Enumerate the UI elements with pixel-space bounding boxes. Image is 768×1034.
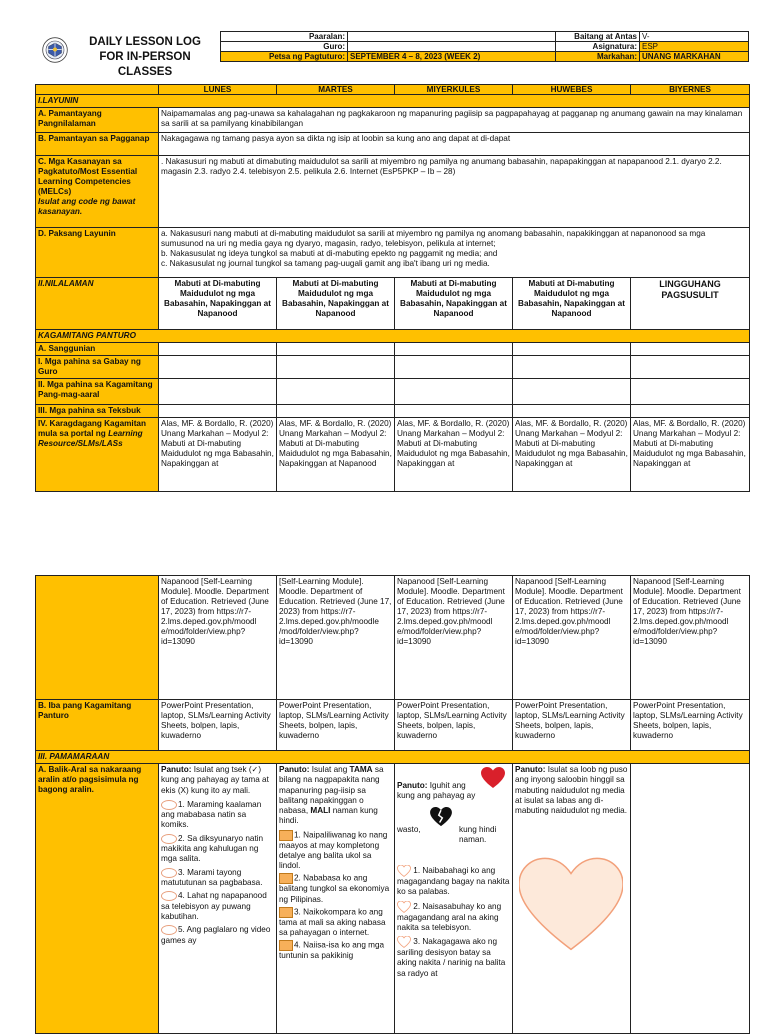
- cell: [277, 356, 395, 379]
- karagdagang-huwebes: Alas, MF. & Bordallo, R. (2020) Unang Markahan – Modyul 2: Mabuti at Di-mabuting Maidudulot ng mga Babasahin, Napakinggan at: [513, 418, 631, 492]
- day-header-huwebes: HUWEBES: [513, 85, 631, 95]
- panuto-label: Panuto:: [279, 765, 310, 774]
- document-header: [35, 31, 748, 78]
- cell: [395, 356, 513, 379]
- list-item: [279, 940, 392, 961]
- cell: [277, 343, 395, 356]
- layunin-item-b: b. Nakasusulat ng ideya tungkol sa mabuti at di-mabuting epekto ng paggamit ng media; and: [161, 249, 498, 258]
- cell: [395, 405, 513, 418]
- broken-heart-icon: [430, 807, 452, 827]
- school-value: [348, 32, 556, 42]
- deped-seal-icon: [42, 37, 68, 63]
- item-text: 4. Naiisa-isa ko ang mga tuntunin sa pakikinig: [279, 940, 385, 961]
- answer-oval-icon: [161, 891, 177, 901]
- row-text-pamantayang-pangnilalaman: Naipamamalas ang pag-unawa sa kahalagahan ng pagkakaroon ng mapanuring pagiisip sa pagpapahayag at pagganap ng anumang gawain na may kinalaman sa sarili at sa pamilyang kinabibilangan: [159, 108, 750, 133]
- layunin-item-a: a. Nakasusuri nang mabuti at di-mabuting maidudulot sa sarili at miyembro ng pamilya ng anomang babasahin, napakikinggan at napanonood sa mga sumusunod na uri ng media gaya ng dyaryo, magasin, radyo, telebisyon, pelikula at internet;: [161, 229, 706, 248]
- document-title: DAILY LESSON LOG FOR IN-PERSON CLASSES: [89, 36, 201, 78]
- answer-box-icon: [279, 873, 293, 884]
- row-label-sanggunian: A. Sanggunian: [36, 343, 159, 356]
- cell: [631, 379, 750, 405]
- grade-value: V-: [640, 32, 749, 42]
- panuto-text: Isulat sa loob ng puso ang inyong saloobin hinggil sa mabuting naidudulot ng media at isulat sa labas ang di-mabuting naidudulot ng media.: [515, 765, 628, 815]
- list-item: [161, 834, 274, 865]
- answer-oval-icon: [161, 800, 177, 810]
- nilalaman-huwebes: Mabuti at Di-mabuting Maidudulot ng mga Babasahin, Napakinggan at Napanood: [513, 278, 631, 330]
- answer-oval-icon: [161, 925, 177, 935]
- karagdagang-cont-martes: [Self-Learning Module]. Moodle. Department of Education. Retrieved (June 17, 2023) from https://r7-2.lms.deped.gov.ph/moodle /mod/folder/view.php? id=13090: [277, 576, 395, 700]
- quarter-value: UNANG MARKAHAN: [640, 52, 749, 62]
- karagdagang-cont-biyernes: Napanood [Self-Learning Module]. Moodle. Department of Education. Retrieved (June 17, 2023) from https://r7-2.lms.deped.gov.ph/moodl e/mod/folder/view.php? id=13090: [631, 576, 750, 700]
- panuto-text: sa bilang na nagpapakita nang mapanuring pag-iisip sa balitang napakinggan o nabasa,: [279, 765, 384, 815]
- row-label-teksbuk: III. Mga pahina sa Teksbuk: [36, 405, 159, 418]
- row-label-gabay: I. Mga pahina sa Gabay ng Guro: [36, 356, 159, 379]
- iba-pang-kagamitan-martes: PowerPoint Presentation, laptop, SLMs/Learning Activity Sheets, bolpen, lapis, kuwaderno: [277, 700, 395, 751]
- list-item: [279, 830, 392, 872]
- corner-cell: [36, 85, 159, 95]
- cell: [631, 356, 750, 379]
- iba-pang-kagamitan-biyernes: PowerPoint Presentation, laptop, SLMs/Learning Activity Sheets, bolpen, lapis, kuwaderno: [631, 700, 750, 751]
- balik-aral-miyerkules: [395, 764, 513, 1034]
- row-text-melcs: . Nakasusuri ng mabuti at dimabuting maidudulot sa sarili at miyembro ng pamilya ng anumang babasahin, napapakinggan at napapanood 2.1. dyaryo 2.2. magasin 2.3. radyo 2.4. telebisyon 2.5. pelikula 2.6. Internet (EsP5PKP – Ib – 28): [159, 156, 750, 228]
- list-item: [397, 865, 510, 898]
- quarter-label: Markahan:: [556, 52, 640, 62]
- item-text: 2. Nababasa ko ang balitang tungkol sa ekonomiya ng Pilipinas.: [279, 873, 390, 904]
- heart-instruction: [397, 765, 510, 825]
- answer-box-icon: [279, 830, 293, 841]
- day-header-miyerkules: MIYERKULES: [395, 85, 513, 95]
- item-text: 3. Marami tayong matututunan sa pagbabasa.: [161, 867, 263, 888]
- cell: [631, 405, 750, 418]
- subject-label: Asignatura:: [556, 42, 640, 52]
- karagdagang-martes: Alas, MF. & Bordallo, R. (2020) Unang Markahan – Modyul 2: Mabuti at Di-mabuting Maidudulot ng mga Babasahin, Napakinggan at Napanood: [277, 418, 395, 492]
- melcs-note: Isulat ang code ng bawat kasanayan.: [38, 197, 136, 216]
- iba-pang-kagamitan-lunes: PowerPoint Presentation, laptop, SLMs/Learning Activity Sheets, bolpen, lapis, kuwaderno: [159, 700, 277, 751]
- row-label-paksang-layunin: D. Paksang Layunin: [36, 228, 159, 278]
- list-item: [397, 936, 510, 979]
- karagdagang-label: IV. Karagdagang Kagamitan mula sa portal ng: [38, 419, 146, 438]
- panuto-label: Panuto:: [397, 781, 428, 790]
- item-text: 1. Maraming kaalaman ang mababasa natin sa komiks.: [161, 799, 262, 830]
- cell: [513, 405, 631, 418]
- school-label: Paaralan:: [221, 32, 348, 42]
- balik-aral-lunes: [159, 764, 277, 1034]
- item-text: 5. Ang paglalaro ng video games ay: [161, 925, 271, 945]
- nilalaman-martes: Mabuti at Di-mabuting Maidudulot ng mga Babasahin, Napakinggan at Napanood: [277, 278, 395, 330]
- panuto-text: Isulat ang: [309, 765, 350, 774]
- nilalaman-miyerkules: Mabuti at Di-mabuting Maidudulot ng mga Babasahin, Napakinggan at Napanood: [395, 278, 513, 330]
- heart-outline-icon: [397, 865, 411, 877]
- item-text: 1. Naibabahagi ko ang magagandang bagay na nakita ko sa palabas.: [397, 866, 510, 897]
- karagdagang-biyernes: Alas, MF. & Bordallo, R. (2020) Unang Markahan – Modyul 2: Mabuti at Di-mabuting Maidudulot ng mga Babasahin, Napakinggan at: [631, 418, 750, 492]
- wasto-word: wasto,: [397, 825, 421, 834]
- instruction-text-2: [397, 825, 510, 851]
- karagdagang-cont-huwebes: Napanood [Self-Learning Module]. Moodle. Department of Education. Retrieved (June 17, 2023) from https://r7-2.lms.deped.gov.ph/moodl e/mod/folder/view.php? id=13090: [513, 576, 631, 700]
- nilalaman-lunes: Mabuti at Di-mabuting Maidudulot ng mga Babasahin, Napakinggan at Napanood: [159, 278, 277, 330]
- instruction-text: [397, 781, 487, 802]
- tama-word: TAMA: [349, 765, 373, 774]
- section-layunin: I.LAYUNIN: [36, 95, 750, 108]
- row-label-melcs: [36, 156, 159, 228]
- list-item: [279, 907, 392, 939]
- nilalaman-biyernes: LINGGUHANG PAGSUSULIT: [631, 278, 750, 330]
- row-label-balik-aral: A. Balik-Aral sa nakaraang aralin at/o pagsisimula ng bagong aralin.: [36, 764, 159, 1034]
- panuto-text: kung ang pahayag ay: [397, 791, 476, 801]
- day-header-lunes: LUNES: [159, 85, 277, 95]
- iba-pang-kagamitan-miyerkules: PowerPoint Presentation, laptop, SLMs/Learning Activity Sheets, bolpen, lapis, kuwaderno: [395, 700, 513, 751]
- cell: [159, 405, 277, 418]
- row-text-paksang-layunin: [159, 228, 750, 278]
- day-header-martes: MARTES: [277, 85, 395, 95]
- lesson-log-table-continued: [35, 575, 750, 1034]
- item-text: 3. Naikokompara ko ang tama at mali sa aking nabasa sa pahayagan o internet.: [279, 907, 386, 937]
- item-text: 4. Lahat ng napapanood sa telebisyon ay puwang kabutihan.: [161, 891, 267, 921]
- section-nilalaman: II.NILALAMAN: [36, 278, 159, 330]
- header-info-table: [220, 31, 749, 62]
- cell: [277, 405, 395, 418]
- kung-hindi-text: kung hindi naman.: [459, 825, 497, 845]
- panuto-text: naman kung hindi.: [279, 806, 378, 826]
- item-text: 1. Naipaliliwanag ko nang maayos at may kompletong detalye ang balita ukol sa lindol.: [279, 830, 388, 870]
- cell: [159, 379, 277, 405]
- item-text: 3. Nakagagawa ako ng sariling desisyon batay sa aking nakita / narinig na balita sa radyo at: [397, 937, 506, 978]
- karagdagang-cont-miyerkules: Napanood [Self-Learning Module]. Moodle. Department of Education. Retrieved (June 17, 2023) from https://r7-2.lms.deped.gov.ph/moodl e/mod/folder/view.php? id=13090: [395, 576, 513, 700]
- item-text: 2. Sa diksyunaryo natin makikita ang kahulugan ng mga salita.: [161, 833, 264, 864]
- row-label-karagdagang-cont: [36, 576, 159, 700]
- cell: [513, 379, 631, 405]
- panuto-text: Iguhit ang: [427, 781, 466, 790]
- list-item: [161, 891, 274, 922]
- answer-oval-icon: [161, 868, 177, 878]
- cell: [159, 343, 277, 356]
- heart-outline-icon: [397, 901, 411, 913]
- row-label-pamantayan-pagganap: B. Pamantayan sa Pagganap: [36, 133, 159, 156]
- answer-box-icon: [279, 907, 293, 918]
- list-item: [397, 901, 510, 934]
- grade-label: Baitang at Antas: [556, 32, 640, 42]
- iba-pang-kagamitan-huwebes: PowerPoint Presentation, laptop, SLMs/Learning Activity Sheets, bolpen, lapis, kuwaderno: [513, 700, 631, 751]
- cell: [159, 356, 277, 379]
- karagdagang-cont-lunes: Napanood [Self-Learning Module]. Moodle. Department of Education. Retrieved (June 17, 2023) from https://r7-2.lms.deped.gov.ph/moodl e/mod/folder/view.php?id=13090: [159, 576, 277, 700]
- date-label: Petsa ng Pagtuturo:: [221, 52, 348, 62]
- row-label-iba-pang-kagamitan: B. Iba pang Kagamitang Panturo: [36, 700, 159, 751]
- cell: [631, 343, 750, 356]
- row-text-pamantayan-pagganap: Nakagagawa ng tamang pasya ayon sa dikta ng isip at loobin sa kung ano ang dapat at di-dapat: [159, 133, 750, 156]
- teacher-value: [348, 42, 556, 52]
- karagdagang-lunes: Alas, MF. & Bordallo, R. (2020) Unang Markahan – Modyul 2: Mabuti at Di-mabuting Maidudulot ng mga Babasahin, Napakinggan at: [159, 418, 277, 492]
- list-item: [161, 800, 274, 831]
- list-item: [161, 925, 274, 946]
- row-label-kagamitan-mag-aaral: II. Mga pahina sa Kagamitang Pang-mag-aaral: [36, 379, 159, 405]
- balik-aral-huwebes: [513, 764, 631, 1034]
- panuto-label: Panuto:: [515, 765, 546, 774]
- list-item: [161, 868, 274, 889]
- cell: [513, 356, 631, 379]
- section-pamamaraan: III. PAMAMARAAN: [36, 751, 750, 764]
- answer-box-icon: [279, 940, 293, 951]
- teacher-label: Guro:: [221, 42, 348, 52]
- panuto-text: Isulat ang tsek (✓) kung ang pahayag ay tama at ekis (X) kung ito ay mali.: [161, 765, 269, 795]
- list-item: [279, 873, 392, 905]
- panuto-label: Panuto:: [161, 765, 192, 774]
- layunin-item-c: c. Nakasusulat ng journal tungkol sa tamang pag-uugali gamit ang iba't ibang uri ng media.: [161, 259, 490, 268]
- date-value: SEPTEMBER 4 – 8, 2023 (WEEK 2): [348, 52, 556, 62]
- melcs-label: C. Mga Kasanayan sa Pagkatuto/Most Essential Learning Competencies (MELCs): [38, 157, 138, 196]
- karagdagang-miyerkules: Alas, MF. & Bordallo, R. (2020) Unang Markahan – Modyul 2: Mabuti at Di-mabuting Maidudulot ng mga Babasahin, Napakinggan at: [395, 418, 513, 492]
- cell: [395, 379, 513, 405]
- cell: [395, 343, 513, 356]
- mali-word: MALI: [310, 806, 331, 815]
- lesson-log-table: [35, 84, 750, 492]
- day-header-biyernes: BIYERNES: [631, 85, 750, 95]
- row-label-karagdagang: [36, 418, 159, 492]
- cell: [513, 343, 631, 356]
- karagdagang-label-italic: Learning Resource/SLMs/LASs: [38, 429, 143, 448]
- answer-oval-icon: [161, 834, 177, 844]
- large-heart-icon: [519, 857, 623, 955]
- section-kagamitan: KAGAMITANG PANTURO: [36, 330, 750, 343]
- heart-outline-icon: [397, 936, 411, 948]
- item-text: 2. Naisasabuhay ko ang magagandang aral na aking nakita sa telebisyon.: [397, 901, 502, 932]
- balik-aral-biyernes: [631, 764, 750, 1034]
- cell: [277, 379, 395, 405]
- row-label-pamantayang-pangnilalaman: A. Pamantayang Pangnilalaman: [36, 108, 159, 133]
- subject-value: ESP: [640, 42, 749, 52]
- balik-aral-martes: [277, 764, 395, 1034]
